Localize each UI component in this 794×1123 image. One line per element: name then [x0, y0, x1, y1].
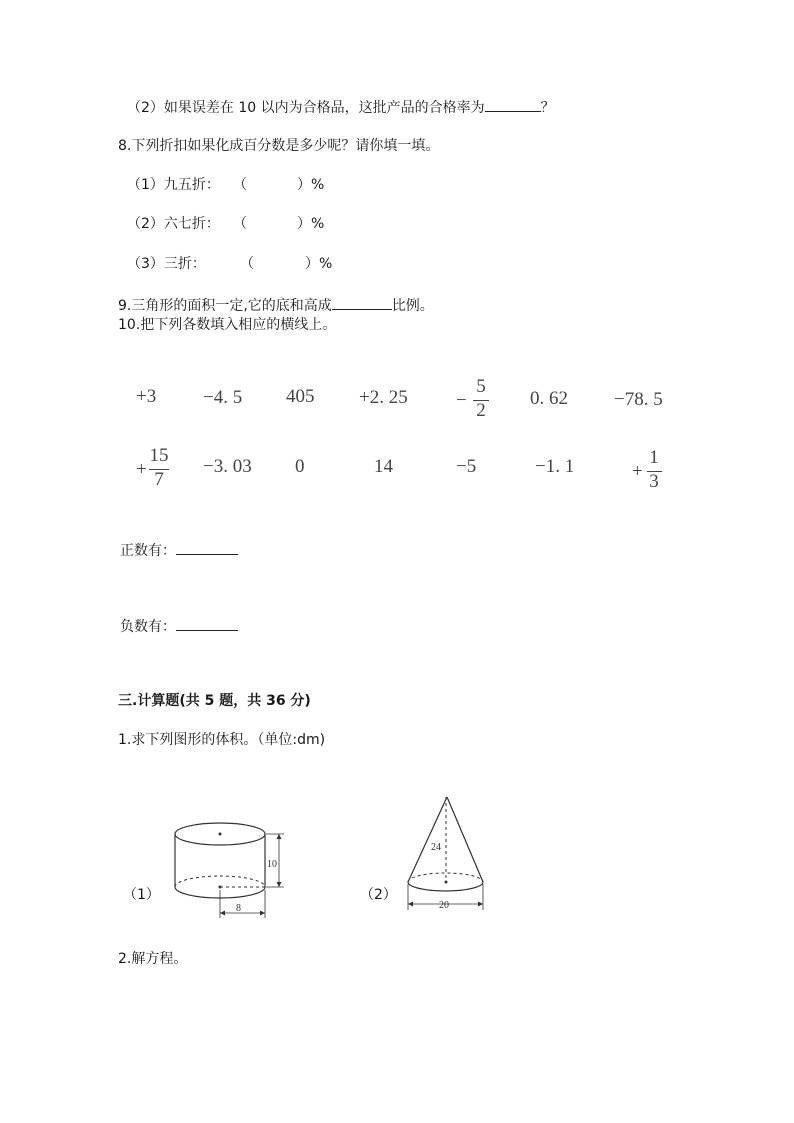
- fraction-sign: −: [456, 390, 467, 411]
- number-item: −5: [456, 456, 477, 477]
- fraction-numerator: 1: [649, 447, 659, 468]
- positive-label: 正数有：: [120, 543, 176, 559]
- fraction-denominator: 3: [649, 471, 659, 492]
- cone-height-label: 24: [431, 842, 441, 853]
- number-item: −3. 03: [203, 456, 252, 477]
- q7-answer-blank[interactable]: [485, 97, 541, 112]
- number-item: 0. 62: [530, 388, 568, 409]
- fraction-item: [632, 449, 672, 493]
- fraction-denominator: 2: [476, 400, 486, 421]
- q8-item-3-close: ）%: [305, 256, 333, 272]
- q9-text-before: 9.三角形的面积一定,它的底和高成: [118, 298, 332, 314]
- fraction-numerator: 15: [149, 445, 169, 466]
- q8-item-2-open: （: [233, 216, 247, 232]
- fraction-numerator: 5: [476, 376, 486, 397]
- number-item: −1. 1: [535, 456, 575, 477]
- fig2-label: （2）: [360, 887, 397, 903]
- q8-item-1-label: （1）九五折：: [127, 177, 220, 193]
- q10-title: 10.把下列各数填入相应的横线上。: [118, 317, 337, 333]
- q8-item-2-answer[interactable]: [257, 215, 297, 233]
- number-item: −78. 5: [614, 389, 663, 410]
- q8-item-1-answer[interactable]: [257, 176, 297, 194]
- number-item: 14: [374, 456, 393, 477]
- q8-item-2-close: ）%: [297, 216, 325, 232]
- cylinder-radius-label: 8: [236, 903, 241, 914]
- negative-label: 负数有：: [120, 619, 176, 635]
- q9: [118, 295, 434, 315]
- number-item: −4. 5: [203, 387, 243, 408]
- q9-text-after: 比例。: [391, 298, 434, 314]
- q7-sub2-text: （2）如果误差在 10 以内为合格品，这批产品的合格率为: [127, 100, 485, 116]
- cone-diameter-label: 20: [439, 900, 449, 911]
- fraction-denominator: 7: [154, 469, 164, 490]
- positive-numbers-row: [120, 540, 238, 560]
- fraction-item: [456, 378, 496, 422]
- q8-title: 8.下列折扣如果化成百分数是多少呢？请你填一填。: [118, 138, 440, 154]
- section3-title: 三.计算题(共 5 题，共 36 分): [118, 693, 311, 709]
- fraction-item: [136, 447, 176, 491]
- fraction-sign: +: [632, 461, 643, 482]
- q8-item-1-close: ）%: [297, 177, 325, 193]
- fig1-label: （1）: [123, 887, 160, 903]
- cylinder-figure: [168, 812, 308, 922]
- q7-sub2-end: ？: [540, 100, 555, 116]
- number-item: 0: [295, 456, 305, 477]
- q8-item-3-label: （3）三折：: [127, 256, 206, 272]
- q9-answer-blank[interactable]: [332, 295, 392, 310]
- positive-answer-blank[interactable]: [176, 540, 238, 555]
- cone-figure: [401, 792, 501, 917]
- number-item: +2. 25: [359, 387, 408, 408]
- q8-item-2-label: （2）六七折：: [127, 216, 220, 232]
- q8-item-1-open: （: [233, 177, 247, 193]
- q8-item-3-answer[interactable]: [264, 255, 304, 273]
- fraction-sign: +: [136, 459, 147, 480]
- q7-sub2: [127, 97, 555, 117]
- q8-item-3: [127, 255, 333, 273]
- q8-item-1: [127, 176, 325, 194]
- negative-numbers-row: [120, 616, 238, 636]
- number-item: +3: [136, 386, 157, 407]
- section3-q1: 1.求下列图形的体积。（单位:dm): [118, 732, 326, 748]
- section3-q2: 2.解方程。: [118, 951, 188, 967]
- cylinder-height-label: 10: [267, 859, 277, 870]
- number-item: 405: [286, 386, 315, 407]
- q8-item-2: [127, 215, 325, 233]
- negative-answer-blank[interactable]: [176, 616, 238, 631]
- q8-item-3-open: （: [240, 256, 254, 272]
